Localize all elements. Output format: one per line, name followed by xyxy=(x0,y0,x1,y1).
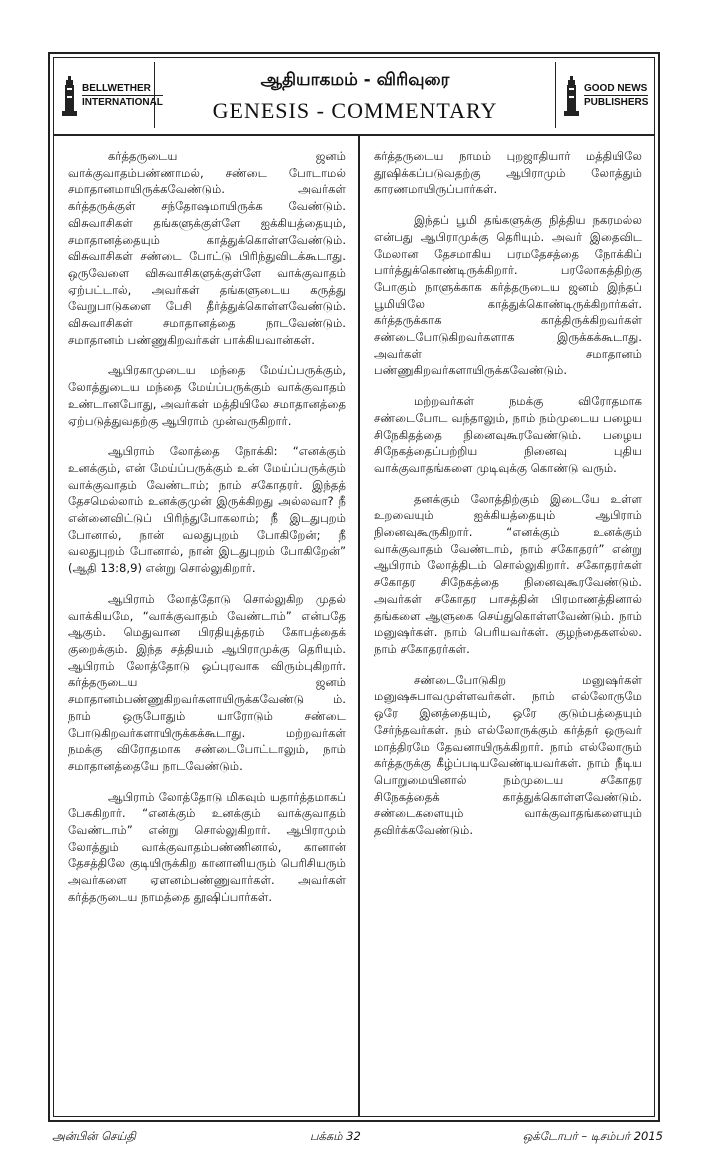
left-column xyxy=(54,134,360,1116)
paragraph: சண்டைபோடுகிற மனுஷர்கள் மனுஷசுபாவமுள்ளவர்கள். நாம் எல்லோருமே ஒரே இனத்தையும், ஒரே குடும்பத்தையும் சேர்ந்தவர்கள். நம் எல்லோருக்கும் கர்த்தர் ஒருவர் மாத்திரமே தேவனாயிருக்கிறார். நாம் எல்லோரும் கர்த்தருக்கு கீழ்ப்படியவேண்டியவர்கள். நாம் நீடிய பொறுமையினால் நம்முடைய சகோதர சிநேகத்தைக் காத்துக்கொள்ளவேண்டும். சண்டைகளையும் வாக்குவாதங்களையும் தவிர்க்கவேண்டும். xyxy=(374,672,642,838)
title-english: GENESIS - COMMENTARY xyxy=(212,98,498,123)
footer-magazine-name: அன்பின் செய்தி xyxy=(52,1129,136,1143)
paragraph: தனக்கும் லோத்திற்கும் இடையே உள்ள உறவையும் ஐக்கியத்தையும் ஆபிராம் நினைவுகூருகிறார். “எனக்கும் உனக்கும் வாக்குவாதம் வேண்டாம், நாம் சகோதரர்” என்று ஆபிராம் லோத்திடம் சொல்லுகிறார். சகோதரர்கள் சகோதர சிநேகத்தை நினைவுகூரவேண்டும். அவர்கள் சகோதர பாசத்தின் பிரமாணத்தினால் தங்களை ஆளுகை செய்துகொள்ளவேண்டும். நாம் மனுஷர்கள். நாம் பெரியவர்கள். குழந்தைகளல்ல. நாம் சகோதரர்கள். xyxy=(374,491,642,656)
paragraph: கர்த்தருடைய நாமம் புறஜாதியார் மத்தியிலே தூஷிக்கப்படுவதற்கு ஆபிராமும் லோத்தும் காரணமாயிருப்பார்கள். xyxy=(374,149,642,197)
footer-issue-date: ஒக்டோபர் – டிசம்பர் 2015 xyxy=(522,1129,663,1143)
good-news-logo xyxy=(562,76,650,116)
title-tamil: ஆதியாகமம் - விரிவுரை xyxy=(260,70,450,90)
paragraph: ஆபிரகாமுடைய மந்தை மேய்ப்பருக்கும், லோத்துடைய மந்தை மேய்ப்பருக்கும் வாக்குவாதம் உண்டானபோது, அவர்கள் மத்தியிலே சமாதானத்தை ஏற்படுத்துவதற்கு ஆபிராம் முன்வருகிறார். xyxy=(68,363,346,428)
footer-page-number: பக்கம் 32 xyxy=(310,1129,361,1143)
bellwether-logo xyxy=(60,76,163,116)
paragraph: இந்தப் பூமி தங்களுக்கு நித்திய நகரமல்ல என்பது ஆபிராமுக்கு தெரியும். அவர் இதைவிட மேலான தேசமாகிய பரமதேசத்தை நோக்கிப் பார்த்துக்கொண்டிருக்கிறார். பரலோகத்திற்கு போகும் நாளுக்காக கர்த்தருடைய ஜனம் இந்தப் பூமியிலே காத்துக்கொண்டிருக்கிறார்கள். கர்த்தருக்காக காத்திருக்கிறவர்கள் சண்டைபோடுகிறவர்களாக இருக்கக்கூடாது. அவர்கள் சமாதானம் பண்ணுகிறவர்களாயிருக்கவேண்டும். xyxy=(374,213,642,378)
page-frame-inner xyxy=(53,57,655,1117)
header xyxy=(54,58,654,136)
paragraph: ஆபிராம் லோத்தோடு மிகவும் யதார்த்தமாகப் பேசுகிறார். “எனக்கும் உனக்கும் வாக்குவாதம் வேண்டாம்” என்று சொல்லுகிறார். ஆபிராமும் லோத்தும் வாக்குவாதம்பண்ணினால், கானான் தேசத்திலே குடியிருக்கிற கானானியரும் பெரிசியரும் அவர்களை ஏளனம்பண்ணுவார்கள். அவர்கள் கர்த்தருடைய நாமத்தை தூஷிப்பார்கள். xyxy=(68,789,346,904)
logo-right-box xyxy=(555,62,654,128)
tower-icon xyxy=(60,76,80,116)
right-column xyxy=(360,134,654,1116)
logo-left-line2: INTERNATIONAL xyxy=(82,97,163,108)
page-frame xyxy=(48,52,660,1122)
paragraph: கர்த்தருடைய ஜனம் வாக்குவாதம்பண்ணாமல், சண்டை போடாமல் சமாதானமாயிருக்கவேண்டும். அவர்கள் கர்த்தருக்குள் சந்தோஷமாயிருக்க வேண்டும். விசுவாசிகள் தங்களுக்குள்ளே ஐக்கியத்தையும், சமாதானத்தையும் காத்துக்கொள்ளவேண்டும். விசுவாசிகள் சண்டை போட்டு பிரிந்துவிடக்கூடாது. ஒருவேளை விசுவாசிகளுக்குள்ளே வாக்குவாதம் ஏற்பட்டால், அவர்கள் தங்களுடைய கருத்து வேறுபாடுகளை பேசி தீர்த்துக்கொள்ளவேண்டும். விசுவாசிகள் சமாதானத்தை நாடவேண்டும். சமாதானம் பண்ணுகிறவர்கள் பாக்கியவான்கள். xyxy=(68,149,346,347)
logo-left-box xyxy=(54,62,163,128)
logo-right-line2: PUBLISHERS xyxy=(584,97,649,108)
paragraph: ஆபிராம் லோத்தோடு சொல்லுகிற முதல் வாக்கியமே, “வாக்குவாதம் வேண்டாம்” என்பதே ஆகும். மெதுவான பிரதியுத்தரம் கோபத்தைக் குறைக்கும். இந்த சத்தியம் ஆபிராமுக்கு தெரியும். ஆபிராம் லோத்தோடு ஒப்புரவாக விரும்புகிறார். கர்த்தருடைய ஜனம் சமாதானம்பண்ணுகிறவர்களாயிருக்கவேண்டு ம். நாம் ஒருபோதும் யாரோடும் சண்டை போடுகிறவர்களாயிருக்கக்கூடாது. மற்றவர்கள் நமக்கு விரோதமாக சண்டைபோட்டாலும், நாம் சமாதானத்தையே நாடவேண்டும். xyxy=(68,591,346,773)
paragraph: ஆபிராம் லோத்தை நோக்கி: “எனக்கும் உனக்கும், என் மேய்ப்பருக்கும் உன் மேய்ப்பருக்கும் வாக்குவாதம் வேண்டாம்; நாம் சகோதரர். இந்தத் தேசமெல்லாம் உனக்குமுன் இருக்கிறது அல்லவா? நீ என்னைவிட்டுப் பிரிந்துபோகலாம்; நீ இடதுபுறம் போனால், நான் வலதுபுறம் போகிறேன்; நீ வலதுபுறம் போனால், நான் இடதுபுறம் போகிறேன்” (ஆதி 13:8,9) என்று சொல்லுகிறார். xyxy=(68,444,346,576)
logo-right-line1: GOOD NEWS xyxy=(584,83,648,94)
logo-left-line1: BELLWETHER xyxy=(82,82,163,96)
footer xyxy=(52,1129,663,1149)
title-block xyxy=(154,58,556,134)
tower-icon xyxy=(562,76,582,116)
paragraph: மற்றவர்கள் நமக்கு விரோதமாக சண்டைபோட வந்தாலும், நாம் நம்முடைய பழைய சிநேகிதத்தை நினைவுகூரவேண்டும். பழைய சிநேகத்தைப்பற்றிய நினைவு புதிய வாக்குவாதங்களை முடிவுக்கு கொண்டு வரும். xyxy=(374,394,642,475)
